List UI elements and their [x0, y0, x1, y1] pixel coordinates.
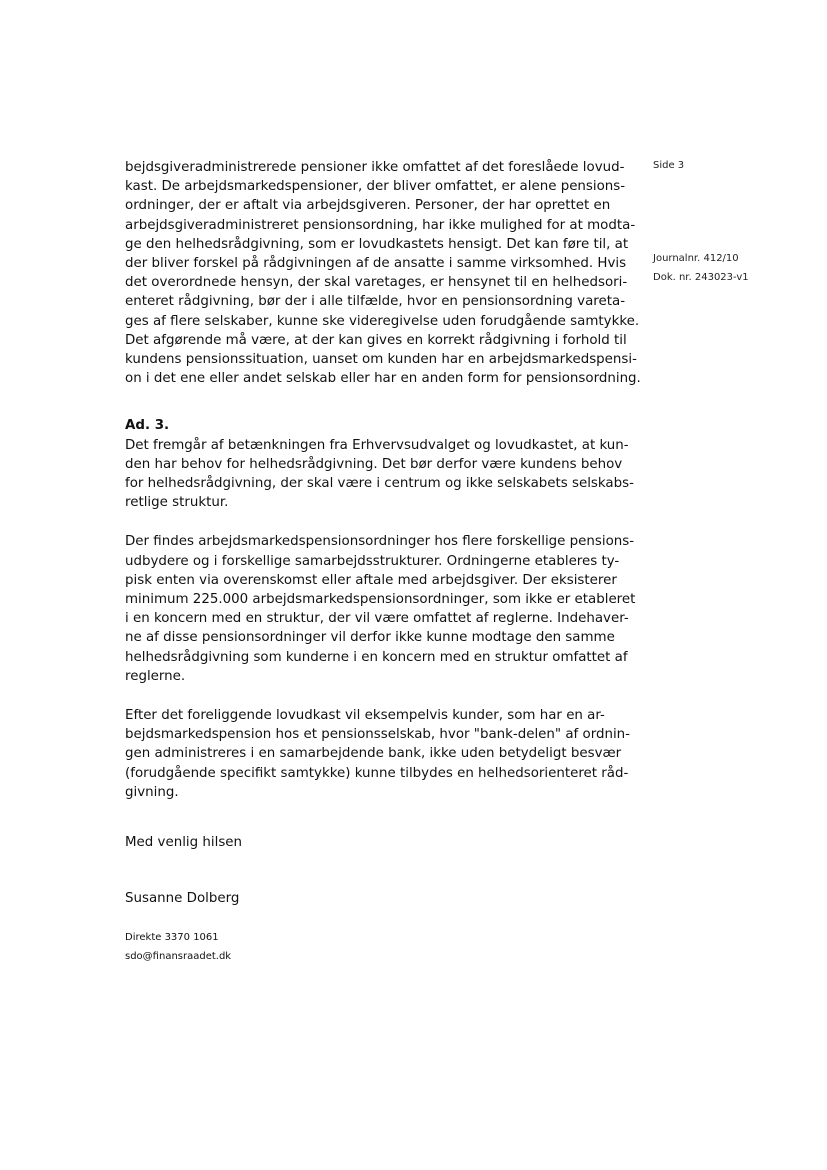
text-line: kundens pensionssituation, uanset om kunden har en arbejdsmarkedspensi-: [125, 352, 637, 368]
text-line: helhedsrådgivning som kunderne i en koncern med en struktur omfattet af: [125, 649, 628, 665]
text-line: udbydere og i forskellige samarbejdsstrukturer. Ordningerne etableres ty-: [125, 553, 620, 569]
text-line: on i det ene eller andet selskab eller har en anden form for pensionsordning.: [125, 371, 641, 387]
text-line: for helhedsrådgivning, der skal være i centrum og ikke selskabets selskabs-: [125, 476, 634, 492]
email-address: sdo@finansraadet.dk: [125, 951, 232, 962]
direct-phone: Direkte 3370 1061: [125, 932, 219, 943]
text-line: givning.: [125, 784, 179, 800]
text-line: Det afgørende må være, at der kan gives en korrekt rådgivning i forhold til: [125, 332, 627, 348]
paragraph-3: [125, 532, 636, 686]
text-line: kast. De arbejdsmarkedspensioner, der bliver omfattet, er alene pensions-: [125, 179, 626, 195]
section-heading: Ad. 3.: [125, 418, 170, 434]
page-number: Side 3: [653, 160, 685, 171]
text-line: bejdsgiveradministrerede pensioner ikke omfattet af det foreslåede lovud-: [125, 160, 625, 175]
paragraph-4: [125, 706, 630, 802]
signatory-name: Susanne Dolberg: [125, 891, 240, 906]
text-line: ne af disse pensionsordninger vil derfor ikke kunne modtage den samme: [125, 630, 615, 646]
text-line: minimum 225.000 arbejdsmarkedspensionsordninger, som ikke er etableret: [125, 592, 636, 608]
text-line: i en koncern med en struktur, der vil være omfattet af reglerne. Indehaver-: [125, 611, 629, 627]
text-line: Efter det foreliggende lovudkast vil eksempelvis kunder, som har en ar-: [125, 708, 605, 724]
text-line: Det fremgår af betænkningen fra Erhvervsudvalget og lovudkastet, at kun-: [125, 437, 629, 453]
text-line: ordninger, der er aftalt via arbejdsgiveren. Personer, der har oprettet en: [125, 198, 611, 214]
text-line: ge den helhedsrådgivning, som er lovudkastets hensigt. Det kan føre til, at: [125, 236, 629, 252]
text-line: arbejdsgiveradministreret pensionsordning, har ikke mulighed for at modta-: [125, 217, 636, 233]
text-line: Der findes arbejdsmarkedspensionsordninger hos flere forskellige pensions-: [125, 534, 635, 550]
text-line: reglerne.: [125, 668, 186, 684]
document-number: Dok. nr. 243023-v1: [653, 272, 749, 283]
paragraph-1: [125, 158, 641, 388]
text-line: det overordnede hensyn, der skal varetages, er hensynet til en helhedsori-: [125, 275, 628, 291]
text-line: pisk enten via overenskomst eller aftale med arbejdsgiver. Der eksisterer: [125, 572, 617, 588]
text-line: ges af flere selskaber, kunne ske videregivelse uden forudgående samtykke.: [125, 313, 640, 329]
text-line: den har behov for helhedsrådgivning. Det bør derfor være kundens behov: [125, 456, 623, 472]
journal-number: Journalnr. 412/10: [653, 253, 739, 264]
text-line: gen administreres i en samarbejdende bank, ikke uden betydeligt besvær: [125, 746, 622, 762]
text-line: bejdsmarkedspension hos et pensionsselskab, hvor "bank-delen" af ordnin-: [125, 727, 630, 743]
paragraph-2: [125, 436, 634, 513]
text-line: der bliver forskel på rådgivningen af de ansatte i samme virksomhed. Hvis: [125, 256, 627, 272]
text-line: (forudgående specifikt samtykke) kunne tilbydes en helhedsorienteret råd-: [125, 765, 629, 781]
text-line: retlige struktur.: [125, 495, 229, 511]
closing-greeting: Med venlig hilsen: [125, 835, 243, 850]
letter-body: [125, 158, 641, 802]
text-line: enteret rådgivning, bør der i alle tilfælde, hvor en pensionsordning vareta-: [125, 294, 626, 310]
